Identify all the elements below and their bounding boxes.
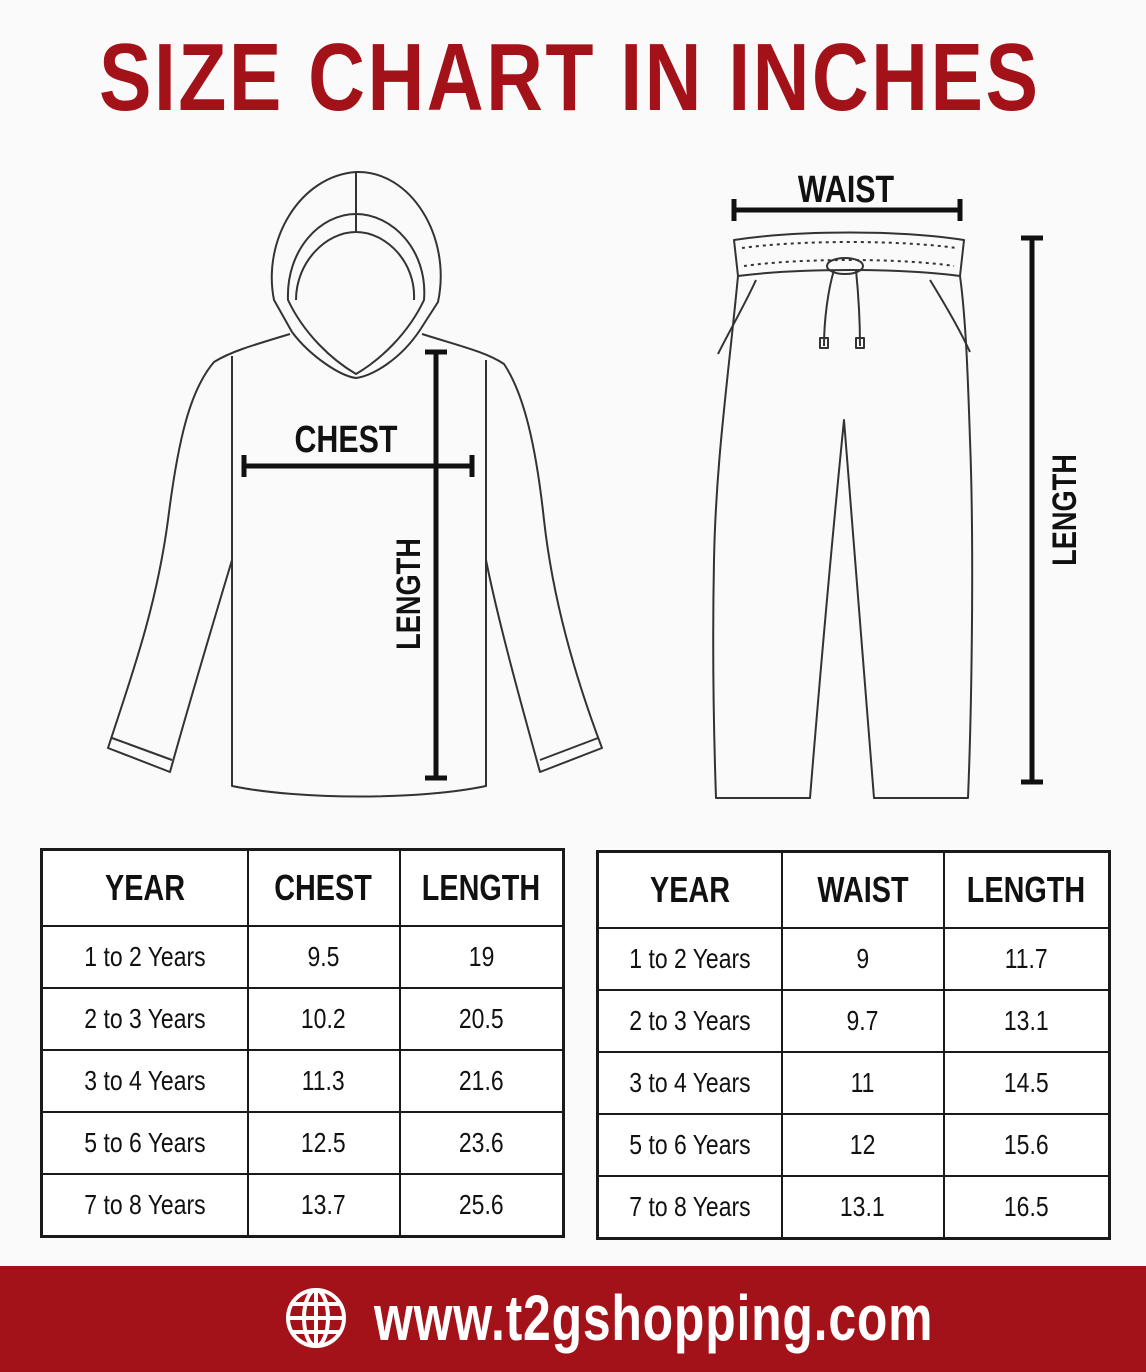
year-cell: 1 to 2 Years: [42, 926, 248, 988]
column-header-year: YEAR: [598, 852, 782, 929]
length-cell: 14.5: [944, 1052, 1110, 1114]
table-row: [598, 1052, 1110, 1114]
year-cell: 5 to 6 Years: [598, 1114, 782, 1176]
table-row: [42, 1174, 564, 1237]
column-header-length: LENGTH: [400, 850, 564, 927]
page-title: SIZE CHART IN INCHES: [99, 24, 1041, 131]
globe-icon: [284, 1286, 348, 1350]
chest-cell: 10.2: [248, 988, 400, 1050]
table-row: [42, 988, 564, 1050]
website-link[interactable]: www.t2gshopping.com: [374, 1282, 934, 1354]
year-cell: 2 to 3 Years: [598, 990, 782, 1052]
table-row: [598, 1114, 1110, 1176]
length-cell: 23.6: [400, 1112, 564, 1174]
chest-cell: 9.5: [248, 926, 400, 988]
table-header-row: [598, 852, 1110, 929]
length-cell: 16.5: [944, 1176, 1110, 1239]
footer-banner: [0, 1266, 1146, 1372]
pants-waist-label: WAIST: [797, 168, 895, 211]
waist-cell: 11: [782, 1052, 944, 1114]
pants-length-label: LENGTH: [1045, 454, 1084, 566]
column-header-year: YEAR: [42, 850, 248, 927]
year-cell: 7 to 8 Years: [598, 1176, 782, 1239]
hoodie-length-label: LENGTH: [389, 538, 428, 650]
table-row: [42, 1050, 564, 1112]
year-cell: 1 to 2 Years: [598, 928, 782, 990]
length-cell: 13.1: [944, 990, 1110, 1052]
year-cell: 5 to 6 Years: [42, 1112, 248, 1174]
waist-cell: 9: [782, 928, 944, 990]
table-row: [598, 928, 1110, 990]
hoodie-length-measure: [425, 352, 447, 778]
pants-length-measure: [1021, 238, 1043, 782]
hoodie-drawing: [108, 172, 602, 797]
pants-drawing: [713, 233, 972, 799]
hoodie-size-table: [40, 848, 565, 1238]
hoodie-chest-label: CHEST: [294, 418, 398, 461]
column-header-length: LENGTH: [944, 852, 1110, 929]
waist-cell: 12: [782, 1114, 944, 1176]
table-row: [42, 926, 564, 988]
length-cell: 11.7: [944, 928, 1110, 990]
table-row: [42, 1112, 564, 1174]
length-cell: 21.6: [400, 1050, 564, 1112]
year-cell: 3 to 4 Years: [42, 1050, 248, 1112]
table-header-row: [42, 850, 564, 927]
chest-cell: 12.5: [248, 1112, 400, 1174]
column-header-chest: CHEST: [248, 850, 400, 927]
length-cell: 25.6: [400, 1174, 564, 1237]
waist-cell: 13.1: [782, 1176, 944, 1239]
year-cell: 2 to 3 Years: [42, 988, 248, 1050]
length-cell: 15.6: [944, 1114, 1110, 1176]
length-cell: 19: [400, 926, 564, 988]
table-row: [598, 1176, 1110, 1239]
waist-cell: 9.7: [782, 990, 944, 1052]
garment-illustration: [0, 150, 1146, 830]
length-cell: 20.5: [400, 988, 564, 1050]
table-row: [598, 990, 1110, 1052]
chest-cell: 11.3: [248, 1050, 400, 1112]
chest-cell: 13.7: [248, 1174, 400, 1237]
column-header-waist: WAIST: [782, 852, 944, 929]
pants-size-table: [596, 850, 1111, 1240]
year-cell: 7 to 8 Years: [42, 1174, 248, 1237]
year-cell: 3 to 4 Years: [598, 1052, 782, 1114]
